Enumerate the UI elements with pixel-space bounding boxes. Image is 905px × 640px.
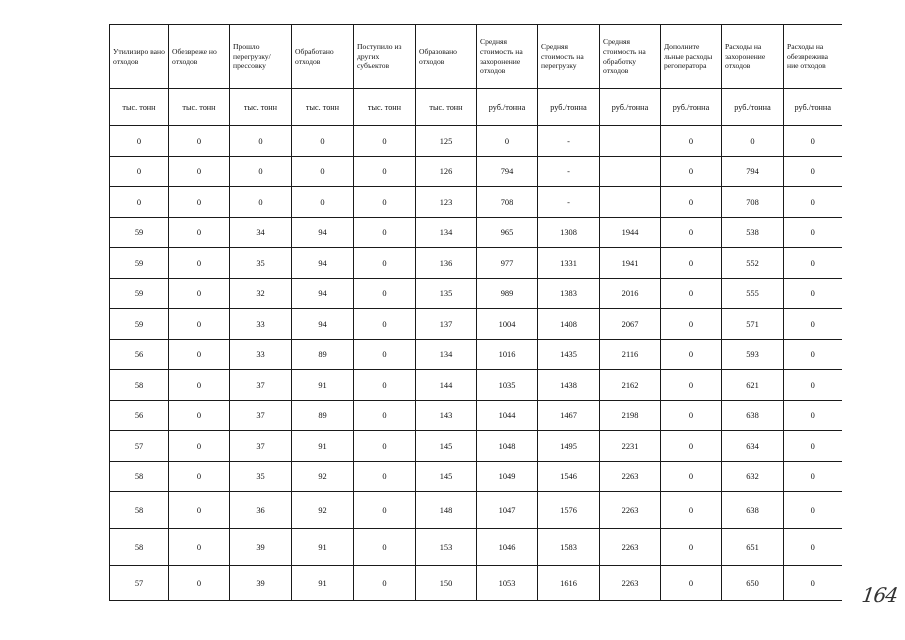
table-cell: 2116 [600,340,661,370]
table-cell [600,157,661,187]
table-cell: - [538,187,600,218]
table-cell: 0 [784,279,842,309]
table-cell: 148 [416,492,477,529]
table-row [110,401,842,431]
table-row [110,462,842,492]
unit-cell: тыс. тонн [354,89,416,126]
table-cell: 1616 [538,566,600,601]
table-cell: 59 [110,309,169,340]
table-cell: 621 [722,370,784,401]
table-cell: 0 [292,187,354,218]
table-cell: 94 [292,248,354,279]
table-cell: 94 [292,279,354,309]
column-header: Средняя стоимость на перегрузку [538,25,600,89]
table-cell: 634 [722,431,784,462]
table-cell: 56 [110,401,169,431]
table-cell: 0 [230,126,292,157]
table-cell: 0 [784,492,842,529]
table-cell: 1546 [538,462,600,492]
table-cell: 0 [661,340,722,370]
table-cell: 0 [169,279,230,309]
table-cell: 1583 [538,529,600,566]
table-cell: 0 [784,157,842,187]
column-header: Средняя стоимость на обработку отходов [600,25,661,89]
table-cell: 0 [477,126,538,157]
table-cell: 0 [354,157,416,187]
table-cell: 0 [354,431,416,462]
table-cell: 0 [661,279,722,309]
table-cell: 57 [110,566,169,601]
table-cell: 1035 [477,370,538,401]
table-cell: 1308 [538,218,600,248]
table-cell: 0 [784,248,842,279]
table-cell: 0 [169,566,230,601]
table-cell: 1944 [600,218,661,248]
table-cell: 0 [661,401,722,431]
column-header: Поступило из других субъектов [354,25,416,89]
table-cell: - [538,126,600,157]
table-cell: 0 [169,248,230,279]
unit-cell: руб./тонна [538,89,600,126]
table-row [110,529,842,566]
table-cell: 0 [784,462,842,492]
table-cell: 1467 [538,401,600,431]
table-cell: 123 [416,187,477,218]
table-cell: 91 [292,370,354,401]
table-cell: 650 [722,566,784,601]
table-cell: 1331 [538,248,600,279]
table-cell: 94 [292,309,354,340]
table-cell: 0 [169,340,230,370]
table-cell: 144 [416,370,477,401]
table-row [110,431,842,462]
table-cell: 94 [292,218,354,248]
column-header: Дополните льные расходы регоператора [661,25,722,89]
table-cell: 56 [110,340,169,370]
table-cell: 145 [416,462,477,492]
table-row [110,157,842,187]
table-cell: 125 [416,126,477,157]
table-cell: 0 [110,187,169,218]
table-cell: 134 [416,218,477,248]
table-cell: 89 [292,401,354,431]
units-row [110,89,842,126]
table-cell: 92 [292,492,354,529]
table-cell: 91 [292,529,354,566]
table-cell: 638 [722,492,784,529]
table-cell: 145 [416,431,477,462]
table-cell: 1016 [477,340,538,370]
table-cell: 2263 [600,462,661,492]
table-row [110,492,842,529]
table-cell: 708 [477,187,538,218]
table-cell: 2162 [600,370,661,401]
table-cell: 58 [110,529,169,566]
table-cell: 0 [784,309,842,340]
table-cell: 794 [477,157,538,187]
table-row [110,187,842,218]
table-cell: 965 [477,218,538,248]
table-cell: 1941 [600,248,661,279]
unit-cell: тыс. тонн [292,89,354,126]
table-cell: 126 [416,157,477,187]
table-cell: 134 [416,340,477,370]
table-cell: 708 [722,187,784,218]
table-row [110,309,842,340]
table-cell: 538 [722,218,784,248]
table-cell: 651 [722,529,784,566]
table-cell: 92 [292,462,354,492]
table-cell: 0 [661,248,722,279]
table-cell: 0 [292,157,354,187]
column-header: Обработано отходов [292,25,354,89]
table-cell: 0 [354,529,416,566]
table-row [110,218,842,248]
column-header: Средняя стоимость на захоронение отходов [477,25,538,89]
table-row [110,566,842,601]
table-cell: 1576 [538,492,600,529]
table-cell: 0 [169,157,230,187]
table-cell: 0 [784,126,842,157]
table-cell: 794 [722,157,784,187]
table-cell: 32 [230,279,292,309]
table-cell: 33 [230,340,292,370]
table-cell: 0 [292,126,354,157]
table-cell: 977 [477,248,538,279]
header-row [110,25,842,89]
table-cell: 153 [416,529,477,566]
table-cell: 0 [169,126,230,157]
table-cell: 2067 [600,309,661,340]
table-cell: 91 [292,566,354,601]
table-cell: 1438 [538,370,600,401]
table-cell: 0 [784,340,842,370]
unit-cell: тыс. тонн [416,89,477,126]
column-header: Образовано отходов [416,25,477,89]
table-cell: 0 [661,126,722,157]
table-cell: 571 [722,309,784,340]
unit-cell: руб./тонна [600,89,661,126]
table-cell: 59 [110,279,169,309]
table-cell: 58 [110,462,169,492]
table-cell: 0 [784,401,842,431]
table-cell: 0 [784,370,842,401]
table-cell: 150 [416,566,477,601]
table-cell: 37 [230,370,292,401]
table-cell: 2016 [600,279,661,309]
table-cell: 0 [110,157,169,187]
table-cell: 0 [661,370,722,401]
table-cell: 0 [169,370,230,401]
table-cell [600,126,661,157]
column-header: Прошло перегрузку/ прессовку [230,25,292,89]
table-cell: 0 [661,431,722,462]
table-cell: 0 [354,218,416,248]
table-cell: 0 [230,187,292,218]
table-cell: 136 [416,248,477,279]
table-row [110,370,842,401]
table-cell: 0 [169,309,230,340]
table-cell: 0 [354,309,416,340]
table-cell: 0 [784,566,842,601]
table-cell: 0 [661,566,722,601]
table-cell: 36 [230,492,292,529]
table-cell: 0 [661,187,722,218]
table-cell [600,187,661,218]
unit-cell: тыс. тонн [230,89,292,126]
table-cell: 1495 [538,431,600,462]
table-cell: 2198 [600,401,661,431]
table-cell: 39 [230,566,292,601]
table-cell: 0 [169,492,230,529]
table-cell: 0 [784,218,842,248]
table-cell: 0 [661,462,722,492]
table-cell: 0 [354,370,416,401]
unit-cell: руб./тонна [722,89,784,126]
table-cell: 1046 [477,529,538,566]
table-cell: 1408 [538,309,600,340]
unit-cell: руб./тонна [661,89,722,126]
table-cell: 0 [784,529,842,566]
table-cell: 59 [110,248,169,279]
table-cell: 58 [110,492,169,529]
table-cell: 35 [230,248,292,279]
table-cell: 89 [292,340,354,370]
table-cell: 0 [110,126,169,157]
table-cell: 0 [784,187,842,218]
table-cell: 0 [354,401,416,431]
table-cell: 1044 [477,401,538,431]
table-cell: 1004 [477,309,538,340]
table-cell: 39 [230,529,292,566]
unit-cell: руб./тонна [784,89,842,126]
table-cell: 593 [722,340,784,370]
table-cell: 0 [169,187,230,218]
table-cell: 59 [110,218,169,248]
table-cell: 0 [169,529,230,566]
table-cell: 0 [354,248,416,279]
table-cell: 0 [169,401,230,431]
table-cell: 0 [169,218,230,248]
table-cell: 0 [354,126,416,157]
table-cell: 632 [722,462,784,492]
table-cell: 1048 [477,431,538,462]
table-cell: 0 [230,157,292,187]
table-cell: 0 [784,431,842,462]
table-cell: 2263 [600,492,661,529]
table-cell: 37 [230,401,292,431]
table-cell: 37 [230,431,292,462]
table-cell: 137 [416,309,477,340]
table-cell: 0 [354,279,416,309]
table-cell: 0 [661,218,722,248]
table-cell: 0 [661,529,722,566]
table-cell: 0 [169,462,230,492]
table-cell: 638 [722,401,784,431]
table-cell: 34 [230,218,292,248]
table-cell: 0 [354,462,416,492]
table-cell: 0 [354,340,416,370]
table-cell: 989 [477,279,538,309]
table-cell: 2263 [600,566,661,601]
unit-cell: тыс. тонн [110,89,169,126]
table-cell: 0 [661,309,722,340]
table-cell: 1049 [477,462,538,492]
table-cell: 552 [722,248,784,279]
table-row [110,279,842,309]
table-cell: 91 [292,431,354,462]
column-header: Обезвреже но отходов [169,25,230,89]
unit-cell: тыс. тонн [169,89,230,126]
table-cell: 1047 [477,492,538,529]
table-cell: 555 [722,279,784,309]
column-header: Утилизиро вано отходов [110,25,169,89]
table-cell: 0 [169,431,230,462]
column-header: Расходы на захоронение отходов [722,25,784,89]
column-header: Расходы на обезврежива ние отходов [784,25,842,89]
page-number: 164 [860,583,899,607]
unit-cell: руб./тонна [477,89,538,126]
table-cell: 0 [661,157,722,187]
table-cell: 33 [230,309,292,340]
data-table [109,24,842,601]
table-cell: 0 [354,492,416,529]
table-cell: 58 [110,370,169,401]
table-cell: 0 [661,492,722,529]
table-cell: 1053 [477,566,538,601]
table-cell: 1383 [538,279,600,309]
table-cell: 1435 [538,340,600,370]
table-cell: 2263 [600,529,661,566]
table-row [110,248,842,279]
table-cell: 2231 [600,431,661,462]
table-cell: 57 [110,431,169,462]
table-cell: 35 [230,462,292,492]
table-cell: 0 [722,126,784,157]
table-row [110,126,842,157]
table-cell: 143 [416,401,477,431]
table-cell: 0 [354,566,416,601]
table-cell: - [538,157,600,187]
table-row [110,340,842,370]
table-cell: 135 [416,279,477,309]
table-cell: 0 [354,187,416,218]
